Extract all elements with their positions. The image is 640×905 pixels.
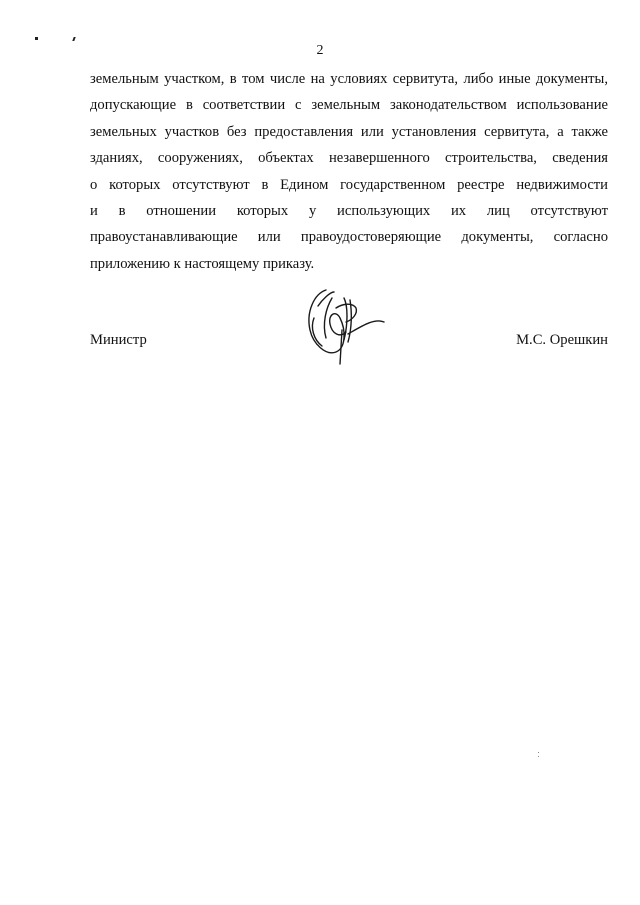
page-number: 2	[316, 43, 324, 58]
signatory-title: Министр	[90, 332, 147, 348]
body-line: правоустанавливающие или правоудостоверяющие документы, согласно	[90, 229, 608, 246]
body-line: приложению к настоящему приказу.	[90, 255, 315, 272]
body-line: земельным участком, в том числе на условиях сервитута, либо иные документы,	[90, 71, 608, 87]
scan-artifact-dot	[538, 752, 539, 753]
handwritten-signature	[296, 278, 396, 368]
body-line: и в отношении которых у использующих их лиц отсутствуют	[90, 202, 608, 219]
body-line: земельных участков без предоставления или установления сервитута, а также	[90, 123, 608, 140]
signatory-name: М.С. Орешкин	[516, 332, 608, 348]
body-line: о которых отсутствуют в Едином государственном реестре недвижимости	[90, 176, 608, 193]
body-line: зданиях, сооружениях, объектах незавершенного строительства, сведения	[90, 150, 608, 167]
body-paragraph	[90, 66, 608, 277]
body-line: допускающие в соответствии с земельным законодательством использование	[90, 97, 608, 114]
scan-artifact-mark	[35, 37, 38, 40]
scan-artifact-dot	[538, 756, 539, 757]
scan-artifact-mark	[72, 37, 75, 41]
